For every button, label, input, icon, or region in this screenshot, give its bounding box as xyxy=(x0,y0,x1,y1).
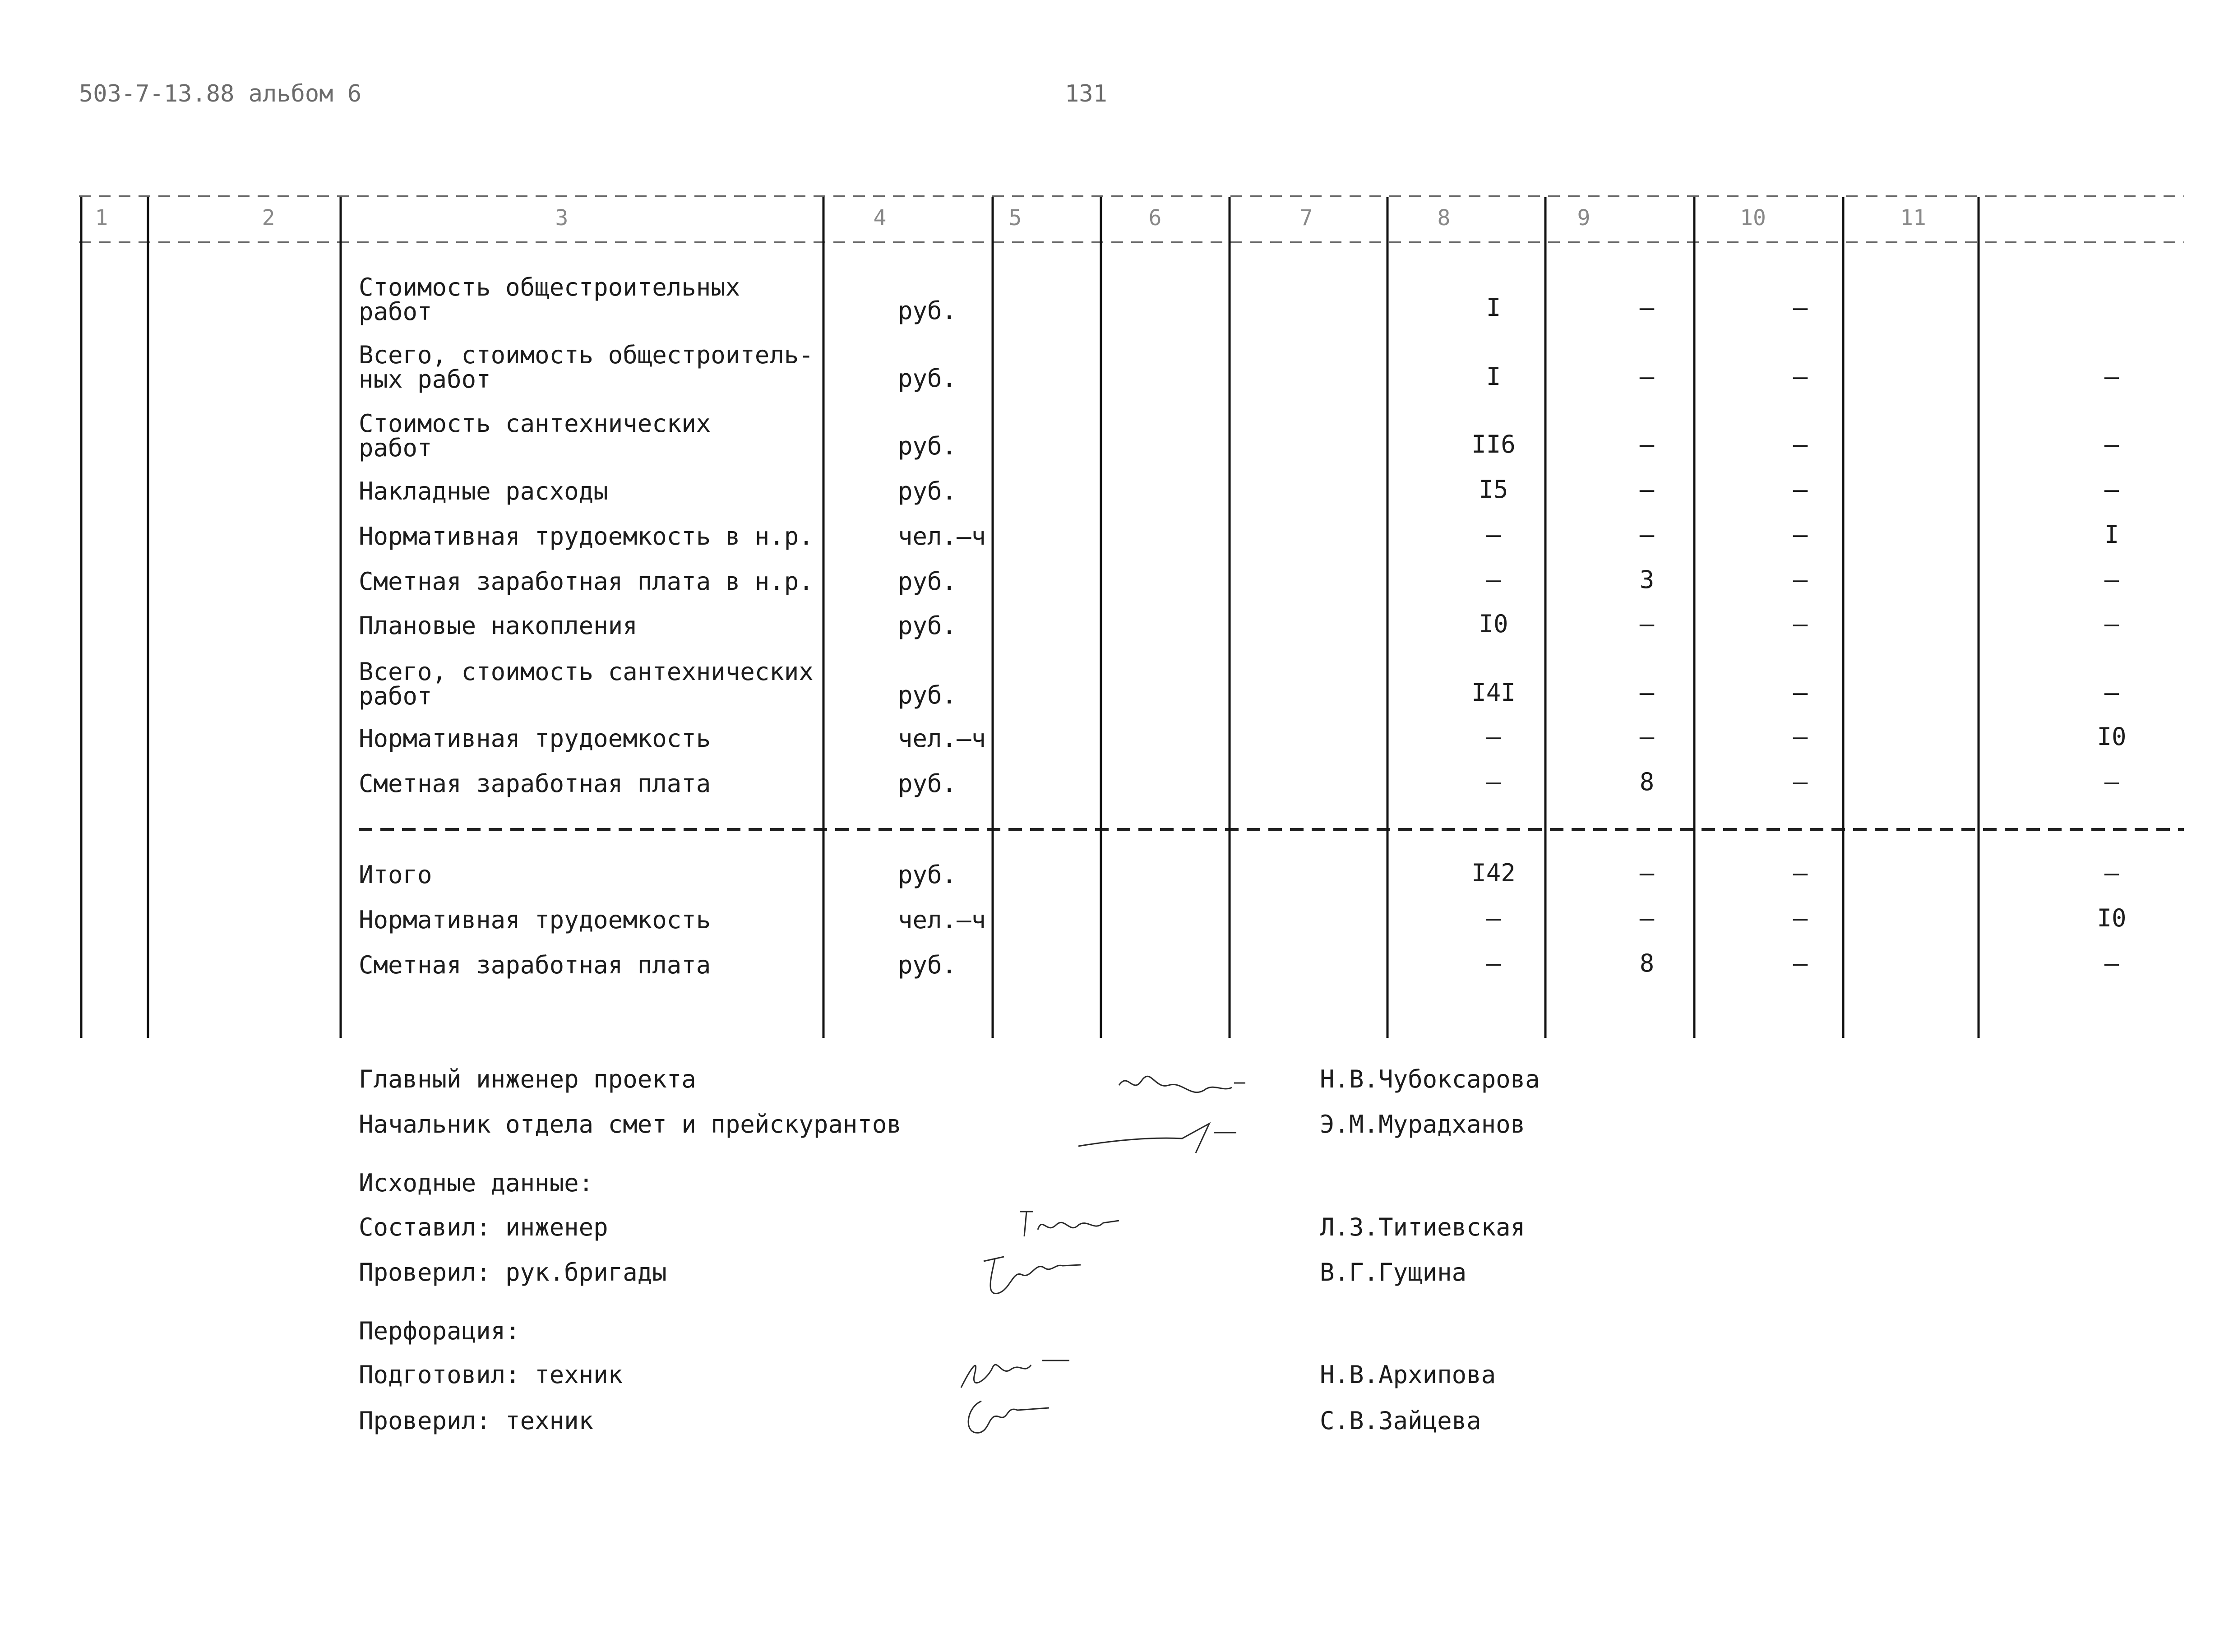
source-data-heading: Исходные данные: xyxy=(359,1169,594,1197)
row-unit: чел.–ч xyxy=(898,724,986,753)
cell-col10: – xyxy=(1793,768,1808,796)
cell-col8: I0 xyxy=(1479,610,1508,638)
row-label: Всего, стоимость общестроитель- ных работ xyxy=(359,341,814,393)
cell-col12: – xyxy=(2104,430,2119,458)
row-label: Плановые накопления xyxy=(359,611,638,640)
page-number: 131 xyxy=(1065,80,1107,107)
cell-col12: – xyxy=(2104,678,2119,707)
row-unit: руб. xyxy=(898,611,957,640)
row-unit: руб. xyxy=(898,364,957,393)
column-number: 2 xyxy=(262,205,275,231)
row-unit: чел.–ч xyxy=(898,906,986,934)
cell-col9: – xyxy=(1639,859,1655,887)
row-unit: руб. xyxy=(898,769,957,798)
column-number: 7 xyxy=(1299,205,1313,231)
row-label: Всего, стоимость сантехнических работ xyxy=(359,657,814,710)
cell-col8: – xyxy=(1486,949,1501,977)
signature-mark xyxy=(1074,1108,1245,1162)
checked-by-tech-title: Проверил: техник xyxy=(359,1407,594,1435)
column-number: 4 xyxy=(873,205,887,231)
row-label: Стоимость сантехнических работ xyxy=(359,409,711,462)
cell-col10: – xyxy=(1793,610,1808,638)
cell-col8: I42 xyxy=(1471,859,1516,887)
row-unit: руб. xyxy=(898,951,957,979)
document-code: 503-7-13.88 альбом 6 xyxy=(79,80,362,107)
cell-col9: – xyxy=(1639,904,1655,932)
row-label: Сметная заработная плата xyxy=(359,769,711,798)
cell-col12: – xyxy=(2104,475,2119,504)
row-label: Накладные расходы xyxy=(359,477,608,505)
chief-engineer-name: Н.В.Чубоксарова xyxy=(1320,1065,1540,1093)
chief-engineer-title: Главный инженер проекта xyxy=(359,1065,696,1093)
row-unit: руб. xyxy=(898,296,957,325)
cell-col12: – xyxy=(2104,768,2119,796)
signature-mark xyxy=(1015,1198,1124,1248)
row-unit: руб. xyxy=(898,477,957,505)
cell-col12: I0 xyxy=(2097,904,2127,932)
total-label: Сметная заработная плата xyxy=(359,951,711,979)
department-head-title: Начальник отдела смет и прейскурантов xyxy=(359,1110,902,1138)
row-unit: руб. xyxy=(898,432,957,460)
cell-col12: I xyxy=(2104,520,2119,549)
cell-col8: – xyxy=(1486,520,1501,549)
cell-col12: – xyxy=(2104,949,2119,977)
cell-col12: – xyxy=(2104,610,2119,638)
cell-col12: – xyxy=(2104,565,2119,594)
column-number: 8 xyxy=(1437,205,1451,231)
column-number: 6 xyxy=(1148,205,1162,231)
total-label: Итого xyxy=(359,861,432,889)
cell-col9: – xyxy=(1639,678,1655,707)
cell-col9: 8 xyxy=(1639,768,1655,796)
column-number: 9 xyxy=(1577,205,1591,231)
cell-col10: – xyxy=(1793,475,1808,504)
signature-mark xyxy=(959,1390,1058,1444)
cell-col8: – xyxy=(1486,565,1501,594)
cell-col12: – xyxy=(2104,362,2119,391)
cell-col8: – xyxy=(1486,904,1501,932)
row-label: Сметная заработная плата в н.р. xyxy=(359,567,814,596)
cell-col10: – xyxy=(1793,904,1808,932)
compiled-by-title: Составил: инженер xyxy=(359,1213,608,1241)
perforation-heading: Перфорация: xyxy=(359,1317,520,1345)
cell-col9: – xyxy=(1639,722,1655,751)
cell-col8: – xyxy=(1486,722,1501,751)
department-head-name: Э.М.Мурадханов xyxy=(1320,1110,1526,1138)
signature-mark xyxy=(1114,1058,1250,1108)
column-number: 3 xyxy=(555,205,569,231)
cell-col8: I5 xyxy=(1479,475,1508,504)
cell-col10: – xyxy=(1793,293,1808,322)
signature-mark xyxy=(977,1243,1085,1306)
column-number: 1 xyxy=(95,205,108,231)
row-unit: руб. xyxy=(898,567,957,596)
cell-col10: – xyxy=(1793,520,1808,549)
total-label: Нормативная трудоемкость xyxy=(359,906,711,934)
cell-col9: – xyxy=(1639,293,1655,322)
row-label: Нормативная трудоемкость xyxy=(359,724,711,753)
checked-by-lead-name: В.Г.Гущина xyxy=(1320,1258,1467,1286)
prepared-by-name: Н.В.Архипова xyxy=(1320,1360,1496,1389)
row-unit: чел.–ч xyxy=(898,522,986,551)
cell-col10: – xyxy=(1793,949,1808,977)
cell-col8: – xyxy=(1486,768,1501,796)
cell-col8: I xyxy=(1486,362,1501,391)
checked-by-tech-name: С.В.Зайцева xyxy=(1320,1407,1481,1435)
cell-col9: 8 xyxy=(1639,949,1655,977)
row-unit: руб. xyxy=(898,681,957,709)
cell-col9: – xyxy=(1639,610,1655,638)
cell-col9: 3 xyxy=(1639,565,1655,594)
cell-col8: I4I xyxy=(1471,678,1516,707)
cell-col10: – xyxy=(1793,362,1808,391)
cell-col10: – xyxy=(1793,678,1808,707)
cell-col8: I xyxy=(1486,293,1501,322)
column-number: 5 xyxy=(1008,205,1022,231)
row-unit: руб. xyxy=(898,861,957,889)
cell-col9: – xyxy=(1639,520,1655,549)
cell-col10: – xyxy=(1793,859,1808,887)
row-label: Стоимость общестроительных работ xyxy=(359,273,740,326)
column-number: 11 xyxy=(1900,205,1926,231)
cell-col10: – xyxy=(1793,430,1808,458)
cell-col12: – xyxy=(2104,859,2119,887)
prepared-by-title: Подготовил: техник xyxy=(359,1360,623,1389)
cell-col9: – xyxy=(1639,362,1655,391)
cell-col12: I0 xyxy=(2097,722,2127,751)
cell-col8: II6 xyxy=(1471,430,1516,458)
row-label: Нормативная трудоемкость в н.р. xyxy=(359,522,814,551)
cell-col10: – xyxy=(1793,565,1808,594)
cell-col10: – xyxy=(1793,722,1808,751)
column-number: 10 xyxy=(1740,205,1766,231)
cell-col9: – xyxy=(1639,430,1655,458)
cell-col9: – xyxy=(1639,475,1655,504)
checked-by-lead-title: Проверил: рук.бригады xyxy=(359,1258,667,1286)
compiled-by-name: Л.З.Титиевская xyxy=(1320,1213,1526,1241)
